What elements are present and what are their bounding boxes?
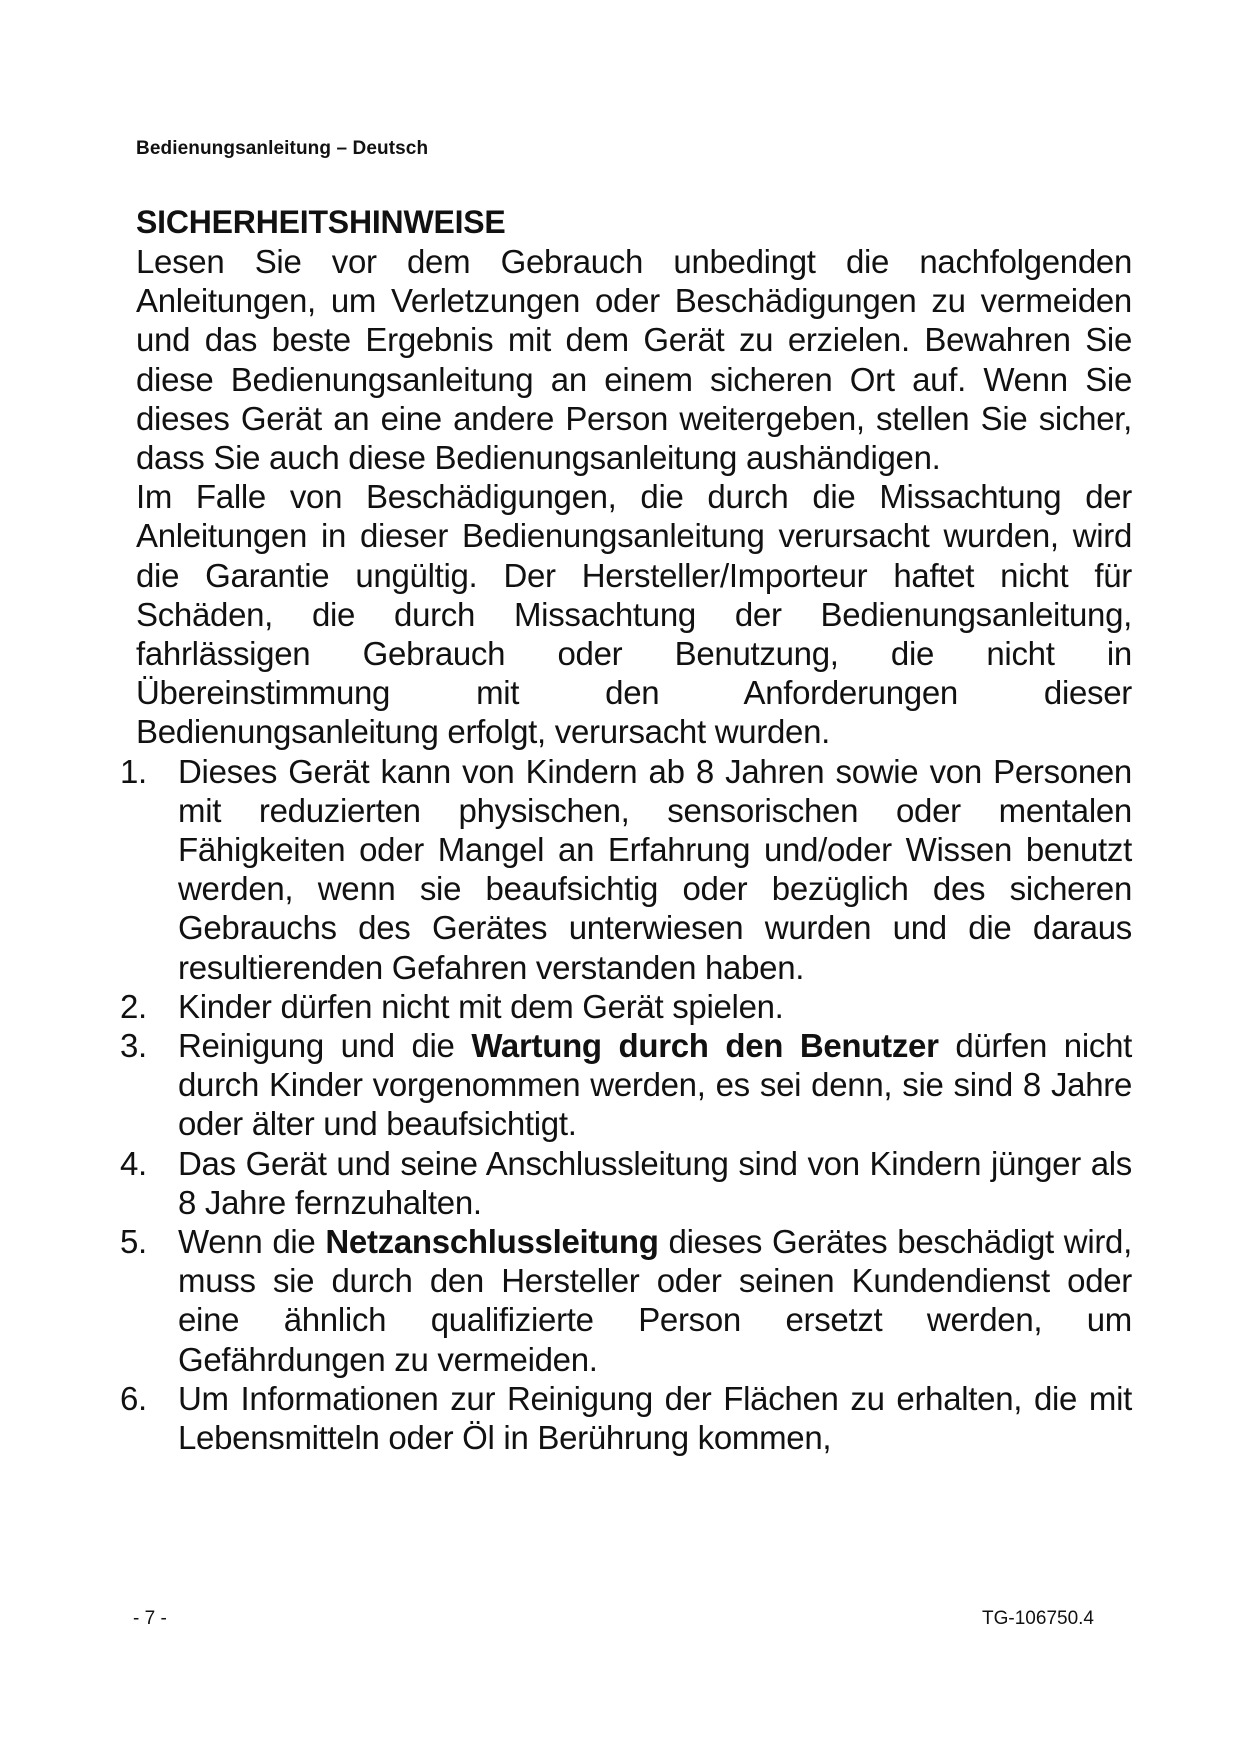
- list-item-text: Um Informationen zur Reinigung der Flächen zu erhalten, die mit Lebensmitteln oder Öl in Berührung kommen,: [178, 1379, 1132, 1457]
- list-item-text: Das Gerät und seine Anschlussleitung sind von Kindern jünger als 8 Jahre fernzuhalten.: [178, 1144, 1132, 1221]
- list-item-number: 3.: [120, 1027, 147, 1065]
- list-item-text-after: dürfen nicht durch Kinder vorgenommen werden, es sei denn, sie sind 8 Jahre oder älter und beaufsichtigt.: [178, 1027, 1132, 1143]
- list-item: [120, 1222, 1132, 1379]
- intro-paragraph-1: Lesen Sie vor dem Gebrauch unbedingt die nachfolgenden Anleitungen, um Verletzungen oder Beschädigungen zu vermeiden und das beste Ergebnis mit dem Gerät zu erzielen. Bewahren Sie diese Bedienungsanleitung an einem sicheren Ort auf. Wenn Sie dieses Gerät an eine andere Person weitergeben, stellen Sie sicher, dass Sie auch diese Bedienungsanleitung aushändigen.: [136, 243, 1132, 477]
- list-item-text-before: Wenn die: [178, 1223, 326, 1261]
- list-item-bold-term: Wartung durch den Benutzer: [471, 1027, 939, 1065]
- list-item-text-before: Reinigung und die: [178, 1027, 472, 1065]
- list-item: [120, 1144, 1132, 1222]
- page-number: - 7 -: [133, 1608, 167, 1629]
- document-code: TG-106750.4: [982, 1608, 1094, 1629]
- list-item-number: 1.: [120, 752, 147, 790]
- list-item: [120, 1379, 1132, 1457]
- list-item-text: Dieses Gerät kann von Kindern ab 8 Jahren sowie von Personen mit reduzierten physischen, sensorischen oder mentalen Fähigkeiten oder Mangel an Erfahrung und/oder Wissen benutzt werden, wenn sie beaufsichtig oder bezüglich des sicheren Gebrauchs des Gerätes unterwiesen wurden und die daraus resultierenden Gefahren verstanden haben.: [178, 752, 1132, 986]
- list-item-bold-term: Netzanschlussleitung: [325, 1223, 659, 1261]
- intro-paragraph-2: Im Falle von Beschädigungen, die durch die Missachtung der Anleitungen in dieser Bedienungsanleitung verursacht wurden, wird die Garantie ungültig. Der Hersteller/Importeur haftet nicht für Schäden, die durch Missachtung der Bedienungsanleitung, fahrlässigen Gebrauch oder Benutzung, die nicht in Übereinstimmung mit den Anforderungen dieser Bedienungsanleitung erfolgt, verursacht wurden.: [136, 478, 1132, 751]
- section-title: SICHERHEITSHINWEISE: [136, 204, 506, 240]
- page-content: [120, 203, 1132, 1457]
- list-item-number: 4.: [120, 1144, 147, 1182]
- list-item-text: Kinder dürfen nicht mit dem Gerät spielen.: [178, 987, 784, 1025]
- list-item-text-after: dieses Gerätes beschädigt wird, muss sie durch den Hersteller oder seinen Kundendienst oder eine ähnlich qualifizierte Person ersetzt werden, um Gefährdungen zu vermeiden.: [178, 1223, 1132, 1378]
- list-item-number: 6.: [120, 1379, 147, 1417]
- list-item: [120, 987, 1132, 1026]
- list-item-number: 5.: [120, 1223, 147, 1261]
- list-item-number: 2.: [120, 987, 147, 1025]
- running-header: Bedienungsanleitung – Deutsch: [136, 138, 429, 159]
- list-item: [120, 1026, 1132, 1144]
- list-item: [120, 752, 1132, 987]
- safety-list: [120, 752, 1132, 1458]
